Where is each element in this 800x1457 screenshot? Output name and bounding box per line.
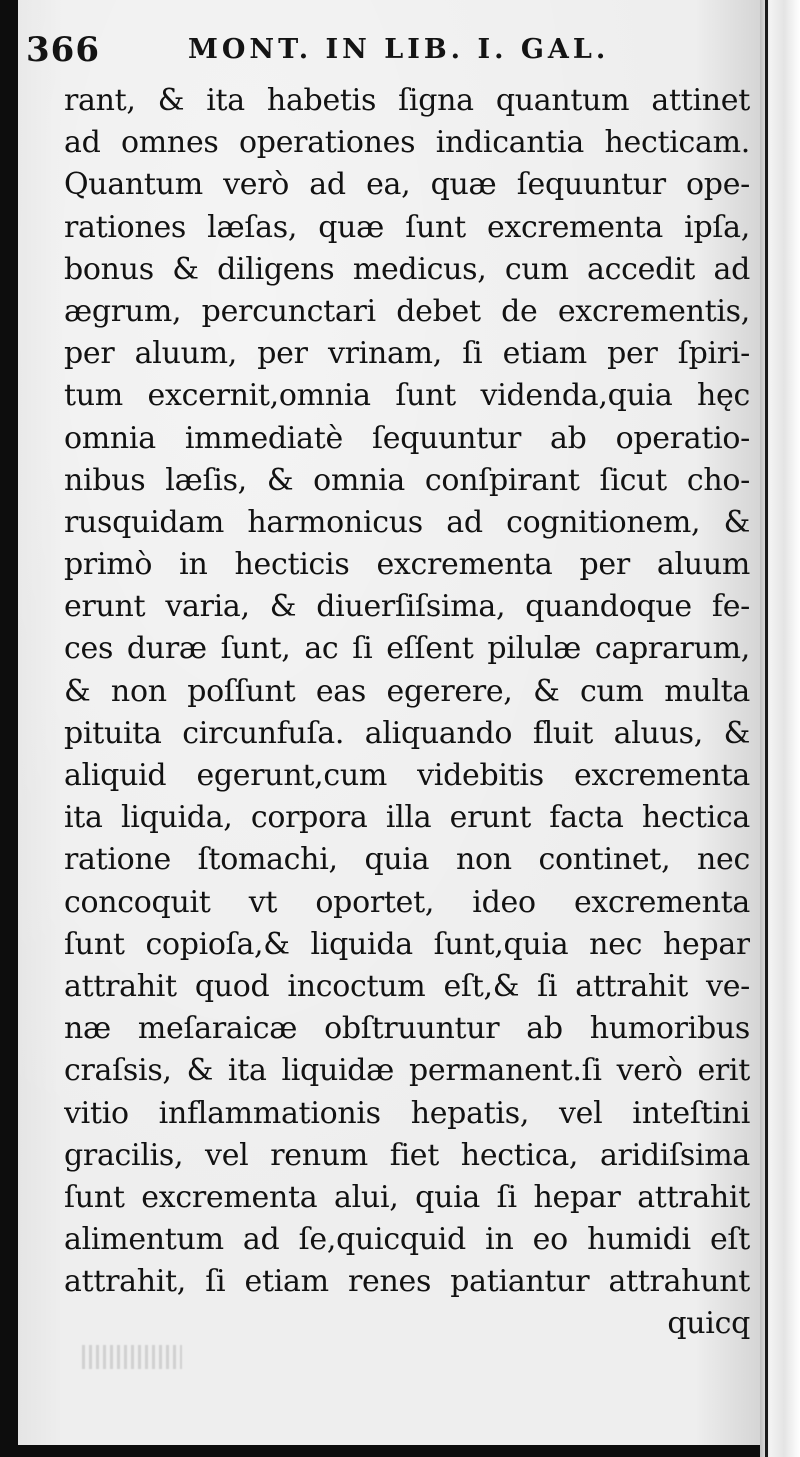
catchword: quicq [667,1306,750,1342]
text-line: alimentum ad ſe,quicquid in eo humidi eſt [64,1222,750,1258]
text-line: rant, & ita habetis ſigna quantum attinet [64,83,750,118]
text-line: pituita circunfuſa. aliquando fluit aluus, & [64,715,750,751]
text-line: rationes læſas, quæ ſunt excrementa ipſa, [64,209,750,245]
text-line: primò in hecticis excrementa per aluum [64,547,750,583]
book-page [18,0,770,1445]
gutter-shadow-line [765,0,768,1457]
text-line: næ meſaraicæ obſtruuntur ab humoribus [64,1011,750,1047]
text-line: attrahit, ſi etiam renes patiantur attrahunt [64,1264,750,1300]
text-line: ſunt copioſa,& liquida ſunt,quia nec hepar [64,926,750,962]
text-line: gracilis, vel renum fiet hectica, aridiſsima [64,1137,750,1173]
text-line: vitio inflammationis hepatis, vel inteſtini [64,1095,750,1131]
text-line: bonus & diligens medicus, cum accedit ad [64,251,750,287]
text-line: tum excernit,omnia ſunt videnda,quia hęc [64,378,750,414]
text-line: ægrum, percunctari debet de excrementis, [64,293,750,329]
running-head [26,28,726,72]
text-line: attrahit quod incoctum eſt,& ſi attrahit ve- [64,968,750,1004]
text-line: ita liquida, corpora illa erunt facta hectica [64,800,750,836]
text-line: & non poſſunt eas egerere, & cum multa [64,673,750,709]
text-line: nibus læſis, & omnia conſpirant ſicut cho- [64,462,750,498]
text-line: concoquit vt oportet, ideo excrementa [64,884,750,920]
text-line: ad omnes operationes indicantia hecticam. [64,125,750,161]
text-line: erunt varia, & diuerſiſsima, quandoque fe- [64,589,750,625]
text-line: ſunt excrementa alui, quia ſi hepar attrahit [64,1179,750,1215]
text-line: rusquidam harmonicus ad cognitionem, & [64,504,750,540]
text-line: craſsis, & ita liquidæ permanent.ſi verò erit [64,1053,750,1089]
page-number: 366 [26,30,100,70]
ink-bleed-smudge [82,1345,182,1369]
text-line: ces duræ ſunt, ac ſi eſſent pilulæ caprarum, [64,631,750,667]
running-title: MONT. IN LIB. I. GAL. [188,34,610,65]
body-text [64,80,750,1346]
text-line: ratione ſtomachi, quia non continet, nec [64,842,750,878]
text-line: aliquid egerunt,cum videbitis excrementa [64,758,750,793]
text-line: Quantum verò ad ea, quæ ſequuntur ope- [64,167,750,203]
text-line: omnia immediatè ſequuntur ab operatio- [64,420,750,456]
text-line: per aluum, per vrinam, ſi etiam per ſpiri- [64,336,750,372]
